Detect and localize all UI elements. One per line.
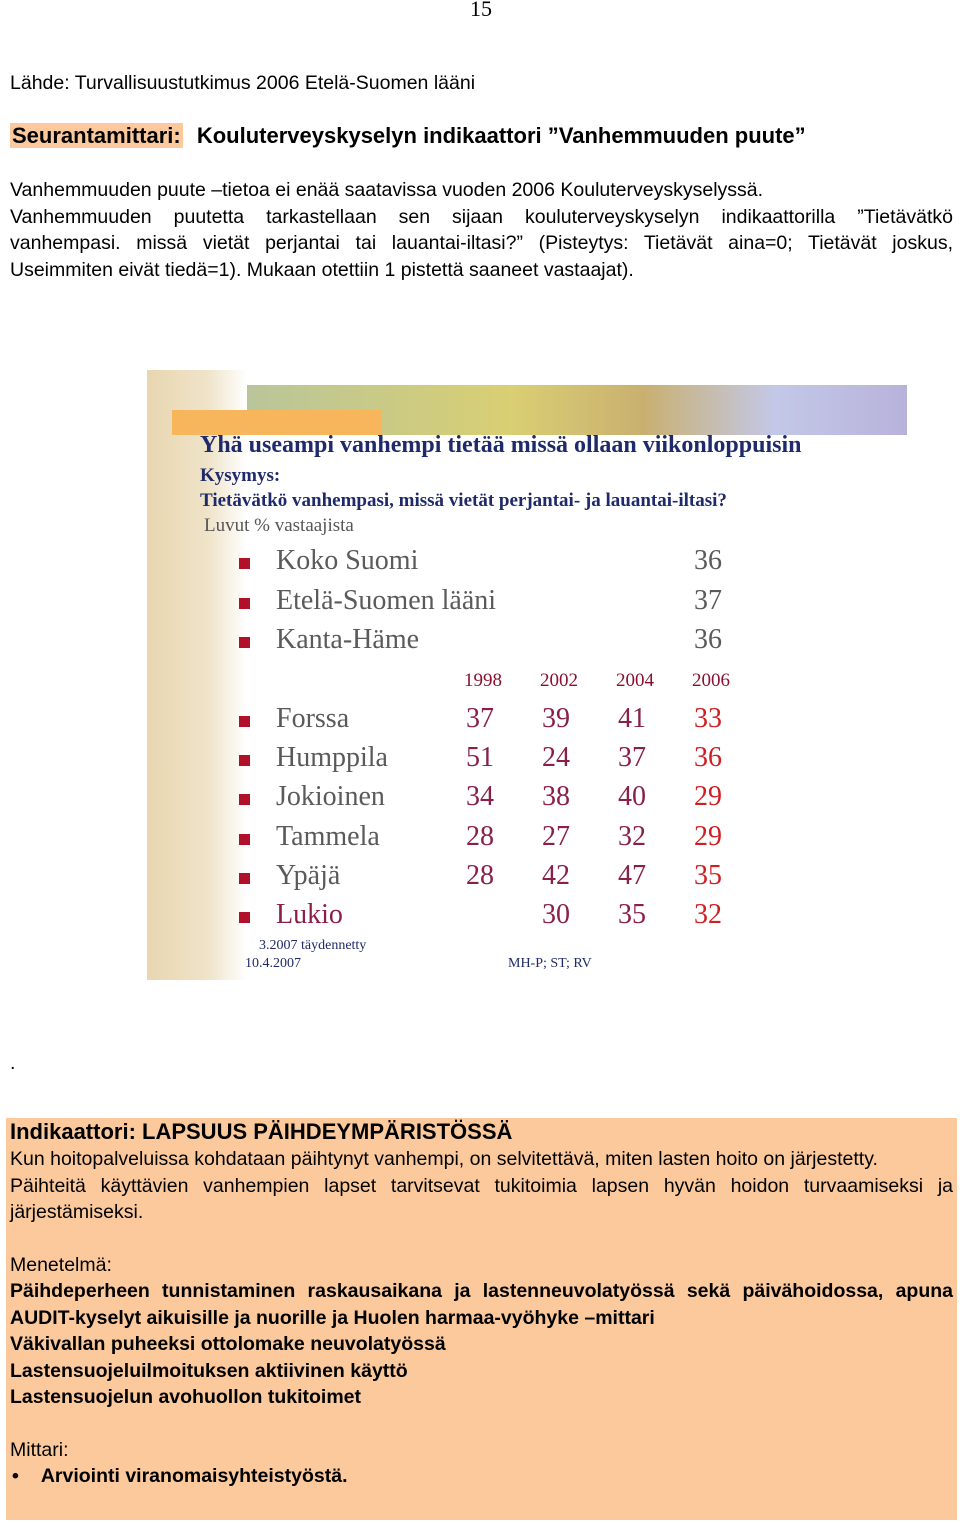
row-value: 47 bbox=[618, 859, 646, 891]
year-header: 1998 bbox=[464, 670, 502, 691]
year-header: 2006 bbox=[692, 670, 730, 691]
summary-value: 36 bbox=[694, 624, 722, 655]
summary-label: Etelä-Suomen lääni bbox=[276, 584, 497, 616]
follow-up-title: Kouluterveyskyselyn indikaattori ”Vanhemmuuden puute” bbox=[196, 123, 806, 148]
row-value: 40 bbox=[618, 781, 646, 813]
row-value: 29 bbox=[694, 820, 722, 852]
indicator-text-2: Päihteitä käyttävien vanhempien lapset tarvitsevat tukitoimia lapsen hyvän hoidon turvaamiseksi ja järjestämiseksi. bbox=[10, 1174, 953, 1223]
intro-text: Vanhemmuuden puutetta tarkastellaan sen sijaan kouluterveyskyselyn indikaattorilla ”Tietävätkö vanhempasi. missä vietät perjantai tai lauantai-iltasi?” (Pisteytys: Tietävät aina=0; Tietävät joskus, Useimmiten eivät tiedä=1). Mukaan otettiin 1 pistettä saaneet vastaajat). bbox=[10, 205, 953, 281]
row-value: 34 bbox=[466, 781, 494, 813]
row-value: 41 bbox=[618, 703, 646, 734]
indicator-box bbox=[6, 1118, 957, 1520]
question-label: Kysymys: bbox=[200, 465, 281, 486]
bullet-icon bbox=[239, 558, 250, 569]
row-value: 27 bbox=[542, 820, 570, 852]
meter-text: Arviointi viranomaisyhteistyöstä. bbox=[40, 1465, 348, 1487]
bullet-icon bbox=[239, 834, 250, 845]
row-label: Jokioinen bbox=[276, 781, 385, 813]
bullet-icon bbox=[239, 912, 250, 923]
bullet-icon bbox=[239, 794, 250, 805]
slide-image bbox=[147, 370, 910, 980]
slide-sidebar-texture bbox=[147, 370, 247, 980]
footer-note: 3.2007 täydennetty bbox=[259, 938, 367, 953]
row-value: 28 bbox=[466, 820, 494, 852]
footer-authors: MH-P; ST; RV bbox=[508, 956, 592, 971]
intro-line: Vanhemmuuden puute –tietoa ei enää saatavissa vuoden 2006 Kouluterveyskyselyssä. bbox=[10, 179, 764, 201]
intro-paragraph bbox=[10, 177, 953, 283]
bullet-icon bbox=[239, 755, 250, 766]
indicator-title: Indikaattori: LAPSUUS PÄIHDEYMPÄRISTÖSSÄ bbox=[10, 1119, 513, 1144]
row-value: 42 bbox=[542, 859, 570, 891]
row-label: Tammela bbox=[276, 820, 380, 852]
bullet-icon: • bbox=[12, 1465, 19, 1487]
page-number: 15 bbox=[470, 0, 492, 21]
follow-up-heading bbox=[10, 123, 806, 149]
row-value: 30 bbox=[542, 899, 570, 930]
meter-label: Mittari: bbox=[10, 1438, 69, 1461]
method-item: Väkivallan puheeksi ottolomake neuvolatyössä bbox=[10, 1333, 446, 1355]
bullet-icon bbox=[239, 637, 250, 648]
row-value: 28 bbox=[466, 859, 494, 891]
row-label: Lukio bbox=[276, 899, 343, 930]
method-label: Menetelmä: bbox=[10, 1253, 112, 1276]
row-value: 32 bbox=[618, 820, 646, 852]
row-value: 37 bbox=[618, 742, 646, 774]
row-value: 39 bbox=[542, 703, 570, 734]
meter-item bbox=[10, 1463, 953, 1490]
row-label: Ypäjä bbox=[276, 859, 341, 891]
footer-date: 10.4.2007 bbox=[245, 956, 301, 971]
summary-label: Koko Suomi bbox=[276, 545, 419, 576]
slide-title: Yhä useampi vanhempi tietää missä ollaan viikonloppuisin bbox=[200, 432, 802, 458]
bullet-icon bbox=[239, 873, 250, 884]
summary-value: 37 bbox=[694, 584, 722, 616]
bullet-icon bbox=[239, 716, 250, 727]
follow-up-label: Seurantamittari: bbox=[12, 123, 181, 148]
data-table bbox=[239, 370, 839, 980]
row-value: 51 bbox=[466, 742, 494, 774]
row-value: 35 bbox=[618, 899, 646, 930]
row-value: 37 bbox=[466, 703, 494, 734]
row-value: 29 bbox=[694, 781, 722, 813]
question-text: Tietävätkö vanhempasi, missä vietät perjantai- ja lauantai-iltasi? bbox=[200, 490, 727, 511]
method-item: Lastensuojelun avohuollon tukitoimet bbox=[10, 1386, 362, 1408]
unit-note: Luvut % vastaajista bbox=[204, 515, 354, 536]
summary-value: 36 bbox=[694, 545, 722, 576]
row-value: 33 bbox=[694, 703, 722, 734]
row-value: 32 bbox=[694, 899, 722, 930]
row-value: 24 bbox=[542, 742, 570, 774]
row-value: 36 bbox=[694, 742, 722, 774]
dot: . bbox=[10, 1052, 16, 1074]
row-value: 38 bbox=[542, 781, 570, 813]
method-item: Päihdeperheen tunnistaminen raskausaikana ja lastenneuvolatyössä sekä päivähoidossa, apuna AUDIT-kyselyt aikuisille ja nuorille ja Huolen harmaa-vyöhyke –mittari bbox=[10, 1280, 953, 1329]
method-item: Lastensuojeluilmoituksen aktiivinen käyttö bbox=[10, 1359, 408, 1382]
year-header: 2004 bbox=[616, 670, 654, 691]
row-label: Forssa bbox=[276, 703, 350, 734]
indicator-text-1: Kun hoitopalveluissa kohdataan päihtynyt vanhempi, on selvitettävä, miten lasten hoito on järjestetty. bbox=[10, 1148, 878, 1170]
source-line: Lähde: Turvallisuustutkimus 2006 Etelä-Suomen lääni bbox=[10, 72, 476, 94]
bullet-icon bbox=[239, 598, 250, 609]
summary-label: Kanta-Häme bbox=[276, 624, 420, 655]
year-header: 2002 bbox=[540, 670, 578, 691]
row-value: 35 bbox=[694, 859, 722, 891]
row-label: Humppila bbox=[276, 742, 388, 774]
